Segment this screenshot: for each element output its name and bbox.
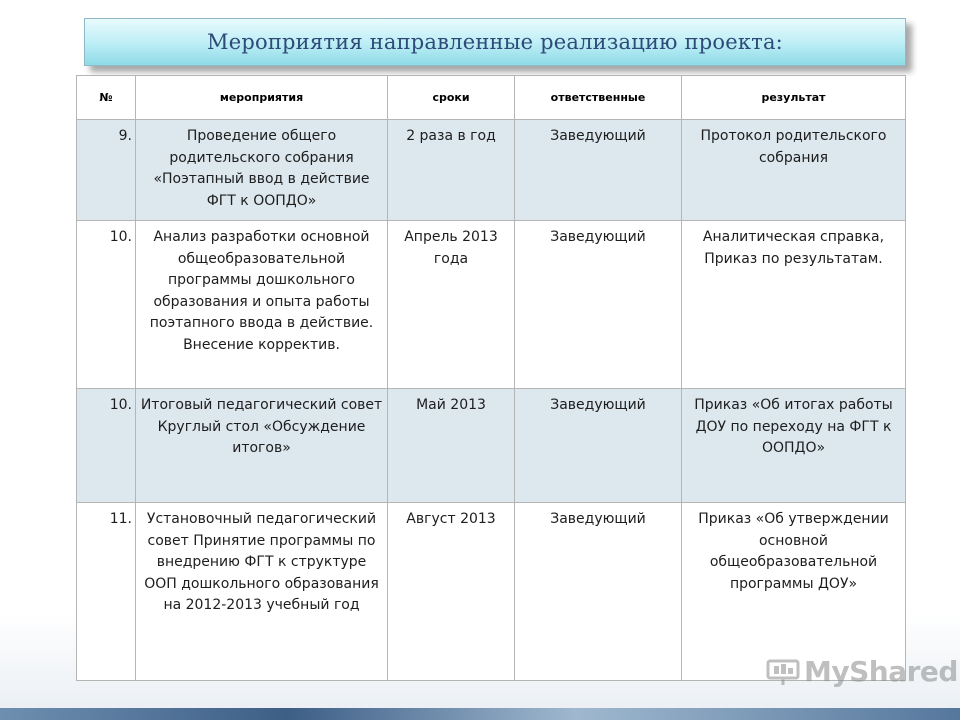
table-row (77, 503, 906, 681)
header-event: мероприятия (136, 76, 388, 120)
row-number: 9. (77, 120, 136, 221)
bottom-decor-band (0, 708, 960, 720)
watermark-text: MyShared (804, 655, 958, 688)
row-responsible: Заведующий (515, 389, 682, 503)
row-result: Приказ «Об утверждении основной общеобразовательной программы ДОУ» (682, 503, 906, 681)
row-term: 2 раза в год (388, 120, 515, 221)
row-number: 10. (77, 389, 136, 503)
row-result: Протокол родительского собрания (682, 120, 906, 221)
row-result: Аналитическая справка, Приказ по результатам. (682, 221, 906, 389)
title-banner (84, 18, 906, 66)
row-term: Май 2013 (388, 389, 515, 503)
header-responsible: ответственные (515, 76, 682, 120)
table-row (77, 221, 906, 389)
row-event: Проведение общего родительского собрания «Поэтапный ввод в действие ФГТ к ООПДО» (136, 120, 388, 221)
presentation-board-icon (766, 658, 800, 686)
row-number: 11. (77, 503, 136, 681)
table-row (77, 120, 906, 221)
row-event: Анализ разработки основной общеобразовательной программы дошкольного образования и опыта работы поэтапного ввода в действие. Внесение корректив. (136, 221, 388, 389)
row-number: 10. (77, 221, 136, 389)
table-row (77, 389, 906, 503)
header-number: № (77, 76, 136, 120)
row-result: Приказ «Об итогах работы ДОУ по переходу на ФГТ к ООПДО» (682, 389, 906, 503)
row-term: Апрель 2013 года (388, 221, 515, 389)
header-term: сроки (388, 76, 515, 120)
watermark-logo (766, 655, 958, 688)
row-event: Итоговый педагогический совет Круглый стол «Обсуждение итогов» (136, 389, 388, 503)
events-table (76, 75, 906, 681)
row-responsible: Заведующий (515, 120, 682, 221)
row-responsible: Заведующий (515, 503, 682, 681)
header-result: результат (682, 76, 906, 120)
page-title: Мероприятия направленные реализацию проекта: (207, 30, 783, 54)
row-term: Август 2013 (388, 503, 515, 681)
table-header-row (77, 76, 906, 120)
row-event: Установочный педагогический совет Принятие программы по внедрению ФГТ к структуре ООП дошкольного образования на 2012-2013 учебный год (136, 503, 388, 681)
row-responsible: Заведующий (515, 221, 682, 389)
